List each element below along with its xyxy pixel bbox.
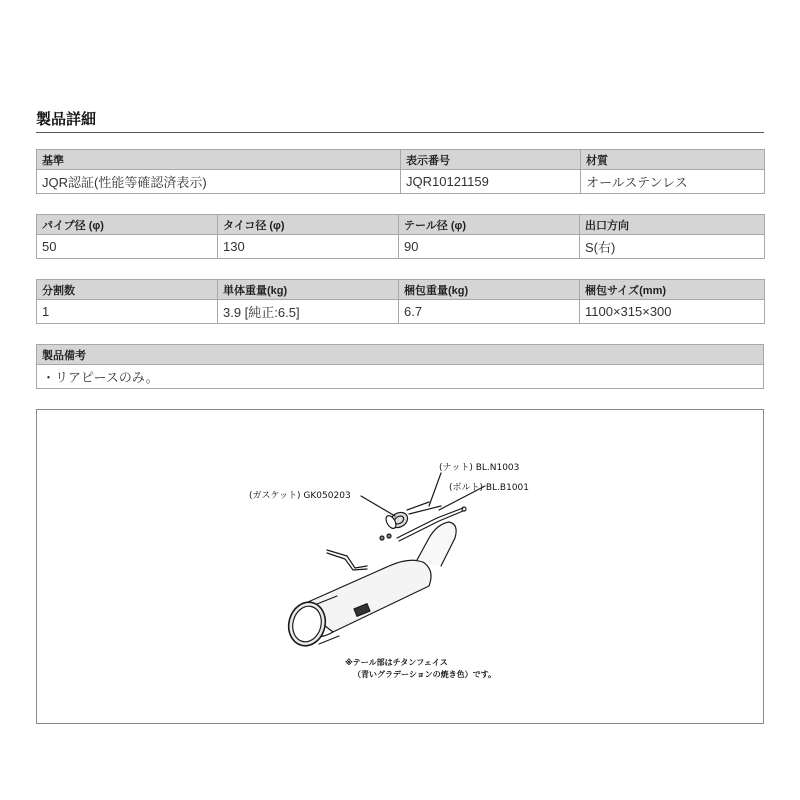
callout-gasket: (ガスケット) GK050203 <box>249 491 351 501</box>
value-package-weight: 6.7 <box>399 300 580 324</box>
header-tail-diameter: テール径 (φ) <box>399 215 580 235</box>
callout-nut: (ナット) BL.N1003 <box>439 463 520 473</box>
spec-table-weights <box>36 279 765 324</box>
header-unit-weight: 単体重量(kg) <box>218 280 399 300</box>
table-row <box>37 235 765 259</box>
table-row <box>37 170 765 194</box>
header-package-size: 梱包サイズ(mm) <box>580 280 765 300</box>
value-exit-direction: S(右) <box>580 235 765 259</box>
header-standard: 基準 <box>37 150 401 170</box>
product-diagram <box>36 409 764 724</box>
header-display-number: 表示番号 <box>401 150 581 170</box>
value-unit-weight: 3.9 [純正:6.5] <box>218 300 399 324</box>
section-title: 製品詳細 <box>36 111 97 128</box>
note-line-1: ※テール部はチタンフェイス <box>345 658 448 667</box>
table-header-row <box>37 150 765 170</box>
header-material: 材質 <box>581 150 765 170</box>
spec-table-remarks <box>36 344 764 389</box>
header-exit-direction: 出口方向 <box>580 215 765 235</box>
bolt-part <box>407 502 429 510</box>
table-row <box>37 300 765 324</box>
hanger-rod-left <box>327 550 367 568</box>
value-silencer-diameter: 130 <box>218 235 399 259</box>
leader-gasket <box>361 496 395 516</box>
spec-table-standard <box>36 149 765 194</box>
title-divider <box>36 132 764 133</box>
callout-bolt: (ボルト) BL.B1001 <box>449 483 530 493</box>
note-line-2: （青いグラデーションの焼き色）です。 <box>353 670 497 679</box>
value-material: オールステンレス <box>581 170 765 194</box>
header-package-weight: 梱包重量(kg) <box>399 280 580 300</box>
value-pipe-diameter: 50 <box>37 235 218 259</box>
header-silencer-diameter: タイコ径 (φ) <box>218 215 399 235</box>
value-standard: JQR認証(性能等確認済表示) <box>37 170 401 194</box>
table-header-row <box>37 280 765 300</box>
value-tail-diameter: 90 <box>399 235 580 259</box>
spec-table-diameters <box>36 214 765 259</box>
value-pieces: 1 <box>37 300 218 324</box>
header-remarks: 製品備考 <box>37 345 764 365</box>
value-remarks: ・リアピースのみ。 <box>37 365 764 389</box>
table-header-row <box>37 345 764 365</box>
leader-nut <box>429 473 441 506</box>
value-display-number: JQR10121159 <box>401 170 581 194</box>
header-pieces: 分割数 <box>37 280 218 300</box>
value-package-size: 1100×315×300 <box>580 300 765 324</box>
table-header-row <box>37 215 765 235</box>
header-pipe-diameter: パイプ径 (φ) <box>37 215 218 235</box>
table-row <box>37 365 764 389</box>
